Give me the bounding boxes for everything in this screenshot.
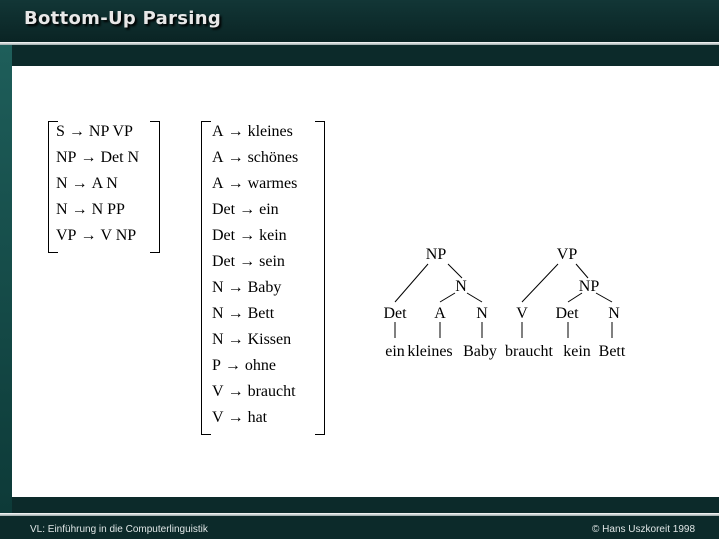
lexical-rule: A → warmes: [212, 175, 298, 192]
grammar-rule: N → A N: [56, 175, 118, 192]
node-n-leaf-2: N: [608, 305, 620, 322]
lexical-rule: N → Kissen: [212, 331, 292, 348]
grammar-rule: S → NP VP: [56, 123, 133, 140]
tree-edges: [395, 264, 612, 338]
node-det-2: Det: [555, 305, 579, 322]
grammar-rule: NP → Det N: [56, 149, 140, 166]
word: braucht: [505, 343, 553, 360]
node-np: NP: [425, 246, 447, 263]
node-v: V: [516, 305, 528, 322]
bracket-corner: [49, 252, 58, 253]
word: kleines: [407, 343, 453, 360]
lexical-rule: A → kleines: [212, 123, 293, 140]
node-np-inner: NP: [578, 278, 600, 295]
word: Bett: [598, 343, 626, 360]
bracket-corner: [202, 121, 211, 122]
edge-n-n: [467, 293, 482, 302]
bracket-corner: [315, 434, 324, 435]
node-n-leaf: N: [476, 305, 488, 322]
slide-footer: [0, 516, 719, 539]
lexical-rule: N → Bett: [212, 305, 275, 322]
node-det: Det: [383, 305, 407, 322]
bracket-corner: [49, 121, 58, 122]
edge-n-a: [440, 293, 455, 302]
lexical-rule: Det → kein: [212, 227, 287, 244]
lexical-rule: V → hat: [212, 409, 268, 426]
bracket-corner: [150, 121, 159, 122]
node-a: A: [434, 305, 446, 322]
edge-np-det: [395, 264, 428, 302]
word: ein: [385, 343, 405, 360]
lexical-rule: V → braucht: [212, 383, 296, 400]
word: kein: [563, 343, 591, 360]
edge-vp-np: [576, 264, 588, 278]
copyright-label: © Hans Uszkoreit 1998: [592, 524, 695, 535]
left-sidebar-strip: [0, 45, 12, 513]
edge-np-n: [448, 264, 462, 278]
node-vp: VP: [556, 246, 578, 263]
lexical-rule: A → schönes: [212, 149, 299, 166]
word: Baby: [463, 343, 497, 360]
bracket-corner: [315, 121, 324, 122]
bracket-corner: [202, 434, 211, 435]
bracket-corner: [150, 252, 159, 253]
slide-header: [0, 0, 719, 42]
lexical-rule: P → ohne: [212, 357, 277, 374]
lexical-rule: Det → ein: [212, 201, 279, 218]
lexical-rule: Det → sein: [212, 253, 285, 270]
grammar-rule: N → N PP: [56, 201, 125, 218]
course-label: VL: Einführung in die Computerlinguistik: [30, 524, 208, 535]
edge-vp-v: [522, 264, 558, 302]
grammar-rule: VP → V NP: [56, 227, 137, 244]
slide-title: Bottom-Up Parsing: [24, 8, 222, 29]
node-n: N: [455, 278, 467, 295]
header-divider: [0, 42, 719, 45]
parse-tree: [370, 240, 650, 370]
lexical-rule: N → Baby: [212, 279, 282, 296]
